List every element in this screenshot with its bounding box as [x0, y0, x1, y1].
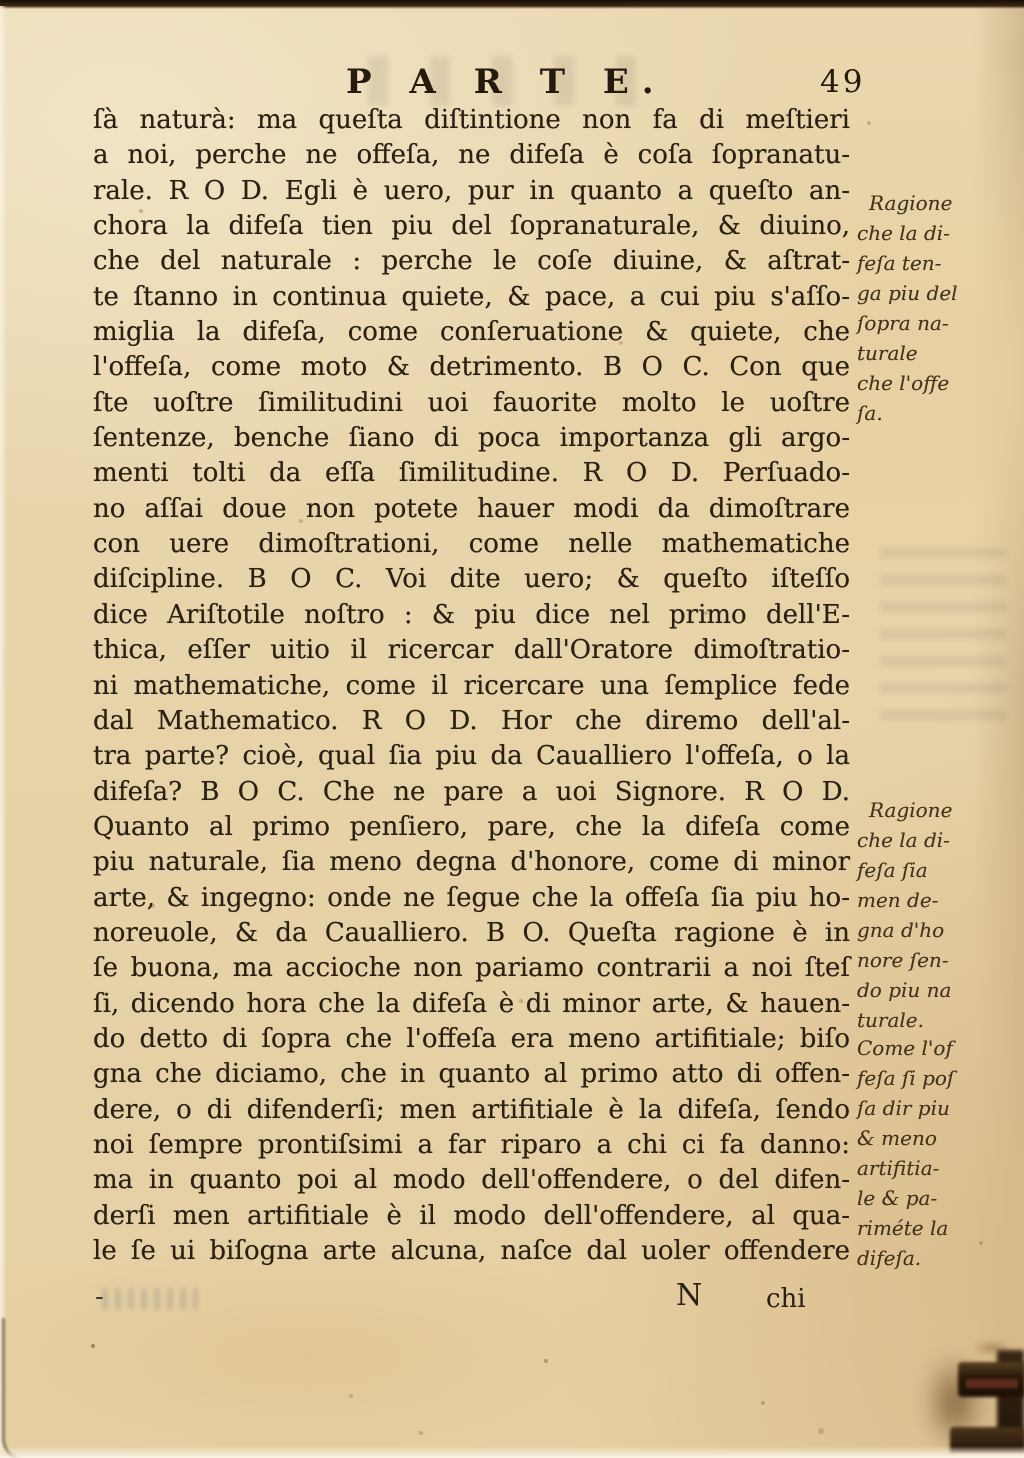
page-number: 49: [820, 64, 866, 100]
text-line: l'offeſa, come moto & detrimento. B O C. Con que: [93, 352, 850, 383]
text-line: rale. R O D. Egli è uero, pur in quanto a queſto an-: [93, 175, 850, 206]
body-text-block: [93, 103, 850, 1269]
margin-note-2: [857, 795, 1017, 1035]
text-line: difeſa? B O C. Che ne pare a uoi Signore. R O D.: [93, 776, 850, 807]
text-line: tra parte? cioè, qual ſia piu da Caualliero l'offeſa, o la: [93, 741, 850, 772]
margin-note-line: feſa ſia: [857, 858, 928, 882]
running-title: P A R T E.: [346, 62, 667, 102]
text-line: do detto di ſopra che l'offeſa era meno artifitiale; biſo: [93, 1023, 850, 1054]
stray-ink-mark: -: [95, 1282, 104, 1312]
text-line: derſi men artifitiale è il modo dell'offendere, al qua-: [93, 1200, 850, 1231]
text-line: con uere dimoſtrationi, come nelle mathematiche: [93, 529, 850, 560]
text-line: chora la difeſa tien piu del ſopranaturale, & diuino,: [93, 211, 850, 242]
margin-note-line: le & pa-: [857, 1186, 938, 1210]
signature-letter: N: [676, 1278, 703, 1313]
margin-note-line: che l'offe: [857, 371, 950, 395]
margin-note-line: Ragione: [869, 798, 953, 822]
text-line: diſcipline. B O C. Voi dite uero; & queſto iſteſſo: [93, 564, 850, 595]
margin-note-line: ſa.: [857, 401, 883, 425]
text-line: ni mathematiche, come il ricercare una ſemplice fede: [93, 670, 850, 701]
text-line: dice Ariſtotile noſtro : & piu dice nel primo dell'E-: [93, 599, 850, 630]
margin-note-line: difeſa.: [857, 1246, 922, 1270]
margin-note-line: nore ſen-: [857, 948, 949, 972]
text-line: le ſe ui biſogna arte alcuna, naſce dal uoler offendere: [93, 1236, 850, 1266]
margin-note-line: gna d'ho: [857, 918, 945, 942]
scan-top-edge: [0, 0, 1024, 9]
margin-note-line: ſa dir piu: [857, 1096, 950, 1120]
show-through-ghost-margin: [880, 548, 1006, 723]
scan-bottom-edge: [0, 1446, 1024, 1458]
page-corner-curve: [2, 1318, 21, 1458]
text-line: ſe buona, ma accioche non pariamo contrarii a noi ſteſ: [93, 953, 850, 984]
margin-note-3: [857, 1033, 1017, 1273]
margin-note-line: ga piu del: [857, 281, 958, 305]
text-line: gna che diciamo, che in quanto al primo atto di offen-: [93, 1059, 850, 1090]
text-line: thica, eſſer uitio il ricercar dall'Oratore dimoſtratio-: [93, 635, 850, 666]
margin-note-line: feſa ſi poſ: [857, 1066, 955, 1090]
margin-note-line: turale.: [857, 1008, 924, 1032]
text-line: noreuole, & da Caualliero. B O. Queſta ragione è in: [93, 917, 850, 948]
show-through-ghost-signature: [102, 1288, 198, 1310]
margin-note-line: turale: [857, 341, 918, 365]
text-line: dere, o di difenderſi; men artifitiale è la difeſa, ſendo: [93, 1094, 850, 1125]
text-line: te ſtanno in continua quiete, & pace, a cui piu s'aſſo-: [93, 281, 850, 312]
text-line: menti tolti da eſſa ſimilitudine. R O D. Perſuado-: [93, 458, 850, 489]
text-line: ſà naturà: ma queſta diſtintione non fa di meſtieri: [93, 105, 850, 135]
margin-note-line: che la di-: [857, 828, 950, 852]
margin-note-line: Ragione: [869, 191, 953, 215]
text-line: ſi, dicendo hora che la difeſa è di minor arte, & hauen-: [93, 988, 850, 1019]
margin-note-line: feſa ten-: [857, 251, 942, 275]
text-line: no aſſai doue non potete hauer modi da dimoſtrare: [93, 493, 850, 524]
margin-note-line: riméte la: [857, 1216, 949, 1240]
text-line: miglia la difeſa, come conſeruatione & quiete, che: [93, 317, 850, 348]
text-line: a noi, perche ne offeſa, ne difeſa è coſa ſopranatu-: [93, 140, 850, 171]
margin-note-line: artifitia-: [857, 1156, 940, 1180]
margin-note-line: che la di-: [857, 221, 950, 245]
margin-note-line: men de-: [857, 888, 939, 912]
text-line: ma in quanto poi al modo dell'offendere, o del difen-: [93, 1165, 850, 1196]
margin-note-1: [857, 188, 1017, 428]
text-line: Quanto al primo penſiero, pare, che la difeſa come: [93, 811, 850, 842]
text-line: noi ſempre prontiſsimi a far riparo a chi ci fa danno:: [93, 1129, 850, 1160]
text-line: dal Mathematico. R O D. Hor che diremo dell'al-: [93, 705, 850, 736]
text-line: ſte uoſtre ſimilitudini uoi fauorite molto le uoſtre: [93, 387, 850, 418]
text-line: piu naturale, ſia meno degna d'honore, come di minor: [93, 847, 850, 878]
margin-note-line: & meno: [857, 1126, 937, 1150]
scan-left-edge: [0, 6, 7, 1458]
margin-note-line: ſopra na-: [857, 311, 949, 335]
scanner-clip-tab-stripe: [966, 1379, 1018, 1388]
margin-note-line: do piu na: [857, 978, 952, 1002]
catchword: chi: [766, 1284, 806, 1314]
text-line: che del naturale : perche le coſe diuine, & aſtrat-: [93, 246, 850, 277]
margin-note-line: Come l'of: [857, 1036, 953, 1060]
text-line: arte, & ingegno: onde ne ſegue che la offeſa ſia piu ho-: [93, 882, 850, 913]
text-line: ſentenze, benche ſiano di poca importanza gli argo-: [93, 423, 850, 454]
